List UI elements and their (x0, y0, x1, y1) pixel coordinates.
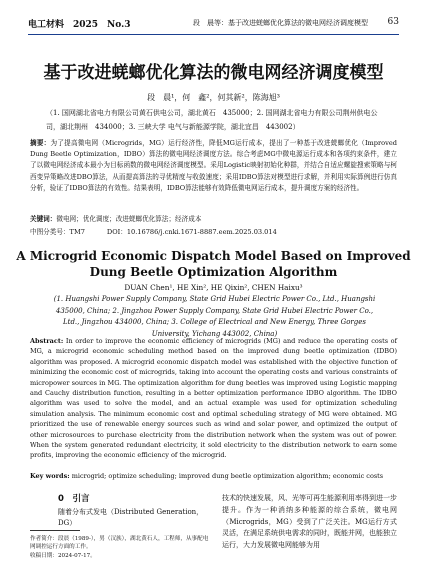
classification-number: 中图分类号：TM7 (30, 228, 85, 236)
keywords-chinese (30, 213, 397, 223)
abstract-chinese (30, 138, 397, 194)
keywords-cn-label: 关键词： (30, 215, 57, 223)
section-number: 0 (58, 494, 64, 504)
affiliations-chinese: （1. 国网湖北省电力有限公司黄石供电公司，湖北黄石 435000；2. 国网湖北省电力有限公司荆州供电公司，湖北荆州 434000；3. 三峡大学 电气与新能源学院，湖北宜昌 443002） (46, 109, 378, 131)
abstract-cn-text: 为了提高微电网（Microgrids，MG）运行经济性，降低MG运行成本，提出了一种基于改进蜣螂优化（Improved Dung Beetle Optimization，IDBO）算法的微电网经济调度方法。综合考虑MG中微电源运行成本和各项约束条件，建立了以微电网经济成本最小为目标函数的微电网经济调度模型。采用Logistic映射初始化种群，并结合自适应螺旋搜索策略与柯西变异策略改进DBO算法，从而提高算法的寻优精度与收敛速度；采用IDBO算法对模型进行求解，并利用实际算例进行仿真分析，验证了IDBO算法的有效性。结果表明，IDBO算法能够有效降低微电网运行成本，提升调度方案的经济性。 (30, 139, 397, 192)
footnotes (30, 535, 210, 560)
doi: DOI：10.16786/j.cnki.1671-8887.eem.2025.03.014 (106, 228, 277, 236)
abstract-english (30, 336, 397, 461)
intro-right-column: 技术的快速发展，风、光等可再生能源利用率得到进一步提升。作为一种消纳多种能源的综合系统，微电网（Microgrids，MG）受到了广泛关注。MG运行方式灵活，在满足系统供电需求的同时，既能并网，也能独立运行，大力发展微电网能够为用 (222, 494, 397, 550)
affiliations-english: (1. Huangshi Power Supply Company, State Grid Hubei Electric Power Co., Ltd., Huangshi 435000, China; 2. Jingzhou Power Supply Company, State Grid Hubei Electric Power Co., Ltd., Jingzhou 434000, China; 3. College of Electrical and New Energy, Three Gorges University, Yichang 443002, China) (53, 295, 376, 338)
keywords-en-label: Key words: (30, 472, 70, 480)
abstract-en-text: In order to improve the economic efficiency of microgrids (MG) and reduce the operating costs of MG, a microgrid economic scheduling method based on the improved dung beetle optimization (IDBO) algorithm was proposed. A microgrid economic dispatch model was established with the objective function of minimizing the economic cost of microgrids, taking into account the operating costs and various constraints of micropower sources in MG. The optimization algorithm for dung beetles was improved using Logistic mapping and Cauchy distribution function, resulting in a better optimization performance IDBO algorithm. The IDBO algorithm was used to solve the model, and an actual example was used for optimization scheduling simulation analysis. The minimum economic cost and optimal scheduling strategy of MG were obtained. MG prioritized the use of renewable energy sources such as wind and solar power, and optimized the output of other microsources to purchase electricity from the distribution network when the system was out of power. When the system generated redundant electricity, it sold electricity to the distribution network to earn some profits, improving the economic efficiency of the microgrid. (30, 337, 397, 460)
section-title: 引言 (72, 494, 90, 504)
footnote-divider (30, 530, 80, 531)
page-number: 63 (387, 17, 399, 27)
keywords-en-text: microgrid; optimize scheduling; improved dung beetle optimization algorithm; economic costs (71, 472, 384, 480)
authors-english: DUAN Chen¹, HE Xin², HE Qixin², CHEN Haixu³ (124, 283, 303, 292)
authors-chinese: 段 晨¹，何 鑫²，何其新²，陈海旭³ (147, 93, 280, 102)
page-header (28, 14, 399, 35)
abstract-cn-label: 摘要： (30, 139, 51, 147)
keywords-cn-text: 微电网；优化调度；改进蜣螂优化算法；经济成本 (56, 215, 202, 223)
intro-left-column: 随着分布式发电（Distributed Generation，DG） (58, 508, 204, 527)
footnote-author-bio: 作者简介：段晨（1989-），男（汉族），湖北黄石人，工程师，从事配电网调控运行方面的工作。 (30, 536, 209, 551)
section-heading (58, 492, 89, 504)
title-english: A Microgrid Economic Dispatch Model Based on Improved Dung Beetle Optimization Algorithm (16, 249, 411, 279)
classification-line (30, 226, 397, 236)
keywords-english (30, 471, 397, 481)
journal-issue: 电工材料 2025 No.3 (28, 20, 131, 30)
abstract-en-label: Abstract: (30, 337, 64, 345)
footnote-received-date: 收稿日期：2024-07-17。 (30, 552, 96, 559)
running-title: 段 晨等：基于改进蜣螂优化算法的微电网经济调度模型 (193, 19, 368, 27)
title-chinese: 基于改进蜣螂优化算法的微电网经济调度模型 (43, 63, 384, 83)
